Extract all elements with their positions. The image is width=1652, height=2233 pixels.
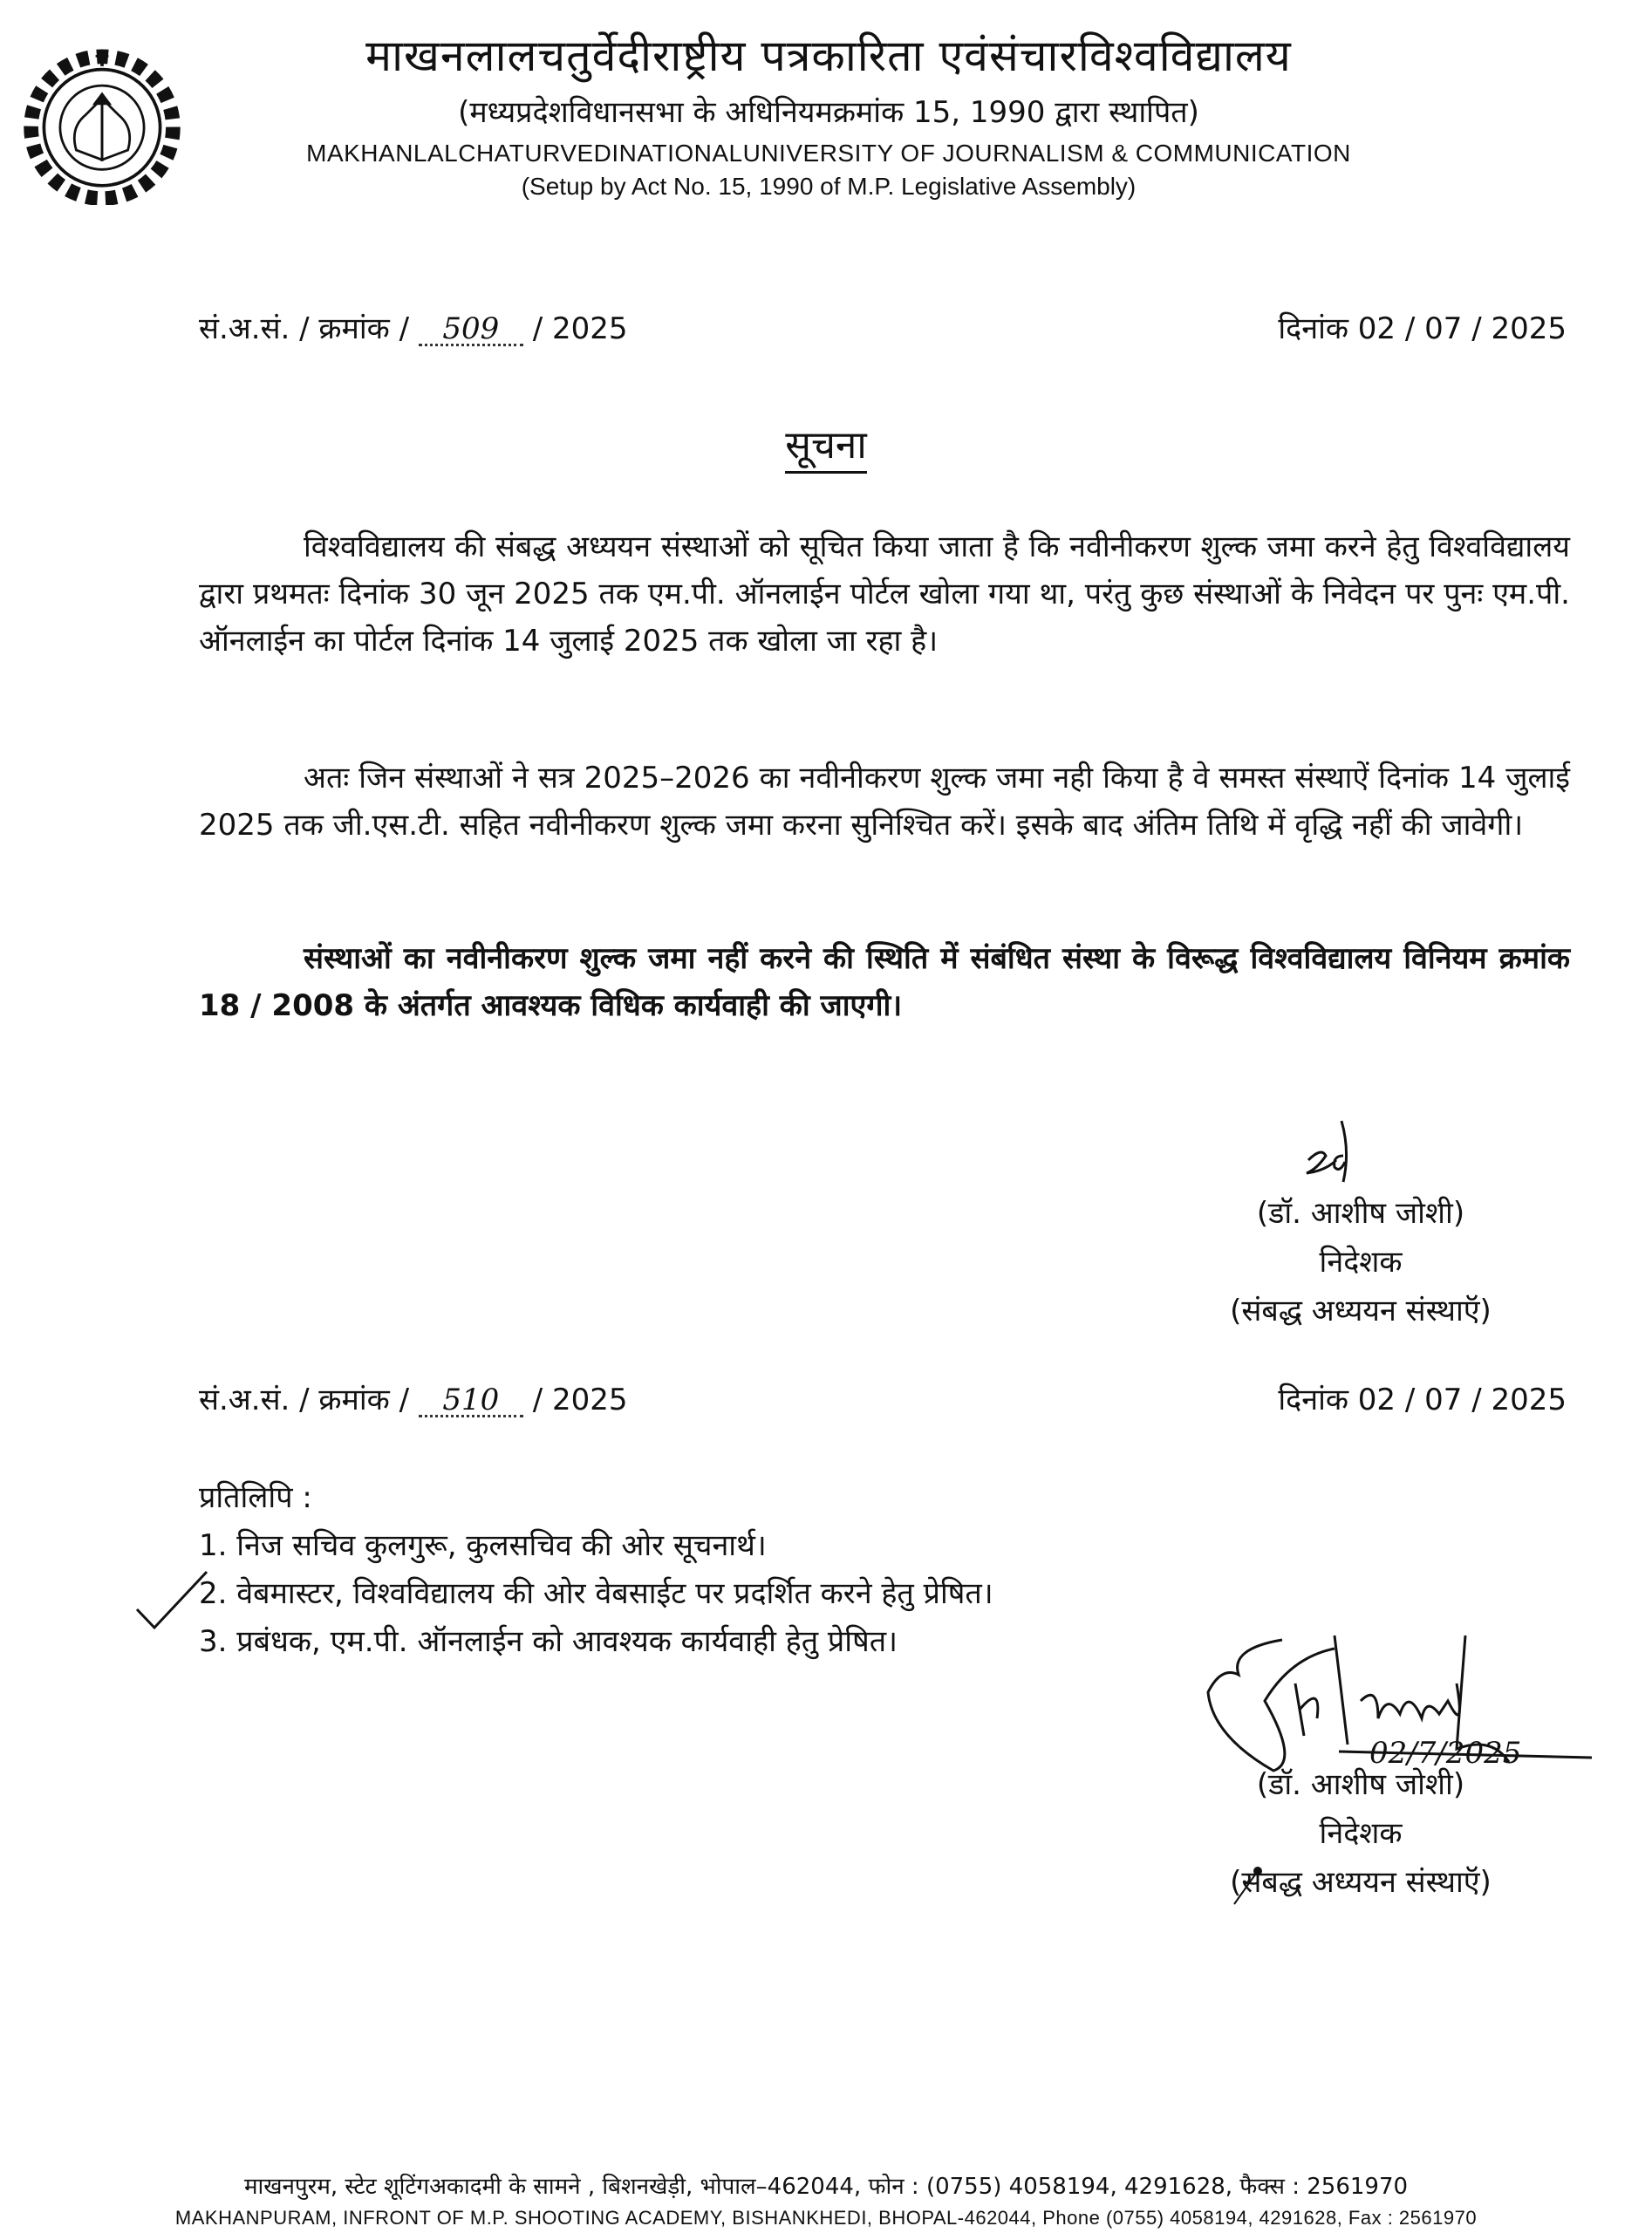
footer-address-hindi: माखनपुरम, स्टेट शूटिंगअकादमी के सामने , बिशनखेड़ी, भोपाल–462044, फोन : (0755) 4058194, 4291628, फैक्स : 2561970 [243,2174,1409,2200]
signatory-department: (संबद्ध अध्ययन संस्थाऍ) [1230,1865,1492,1900]
signatory-name: (डॉ. आशीष जोशी) [1256,1767,1465,1802]
notice-title [0,417,1652,469]
copy-heading: प्रतिलिपि : [199,1480,312,1515]
signatory-department: (संबद्ध अध्ययन संस्थाऍ) [1230,1294,1492,1328]
ref-year: / 2025 [532,1383,628,1417]
copy-item: 3. प्रबंधक, एम.पी. ऑनलाईन को आवश्यक कार्यवाही हेतु प्रेषित। [199,1624,898,1659]
copy-date: दिनांक 02 / 07 / 2025 [1278,1383,1567,1417]
ref-year: / 2025 [532,311,628,346]
notice-title-text: सूचना [785,423,867,474]
signature-block-1 [1160,1121,1561,1335]
footer-address-english: MAKHANPURAM, INFRONT OF M.P. SHOOTING ACADEMY, BISHANKHEDI, BHOPAL-462044, Phone (0755) 4058194, 4291628, Fax : 2561970 [174,2207,1478,2229]
notice-reference [199,307,627,347]
copy-reference [199,1378,627,1418]
notice-paragraph-3-bold: संस्थाओं का नवीनीकरण शुल्क जमा नहीं करने की स्थिति में संबंधित संस्था के विरूद्ध विश्वविद्यालय विनियम क्रमांक 18 / 2008 के अंतर्गत आवश्यक विधिक कार्यवाही की जाएगी। [199,941,1570,1023]
copy-item: 2. वेबमास्टर, विश्वविद्यालय की ओर वेबसाईट पर प्रदर्शित करने हेतु प्रेषित। [199,1576,993,1611]
signatory-designation: निदेशक [1319,1816,1403,1851]
notice-paragraph-2: अतः जिन संस्थाओं ने सत्र 2025–2026 का नवीनीकरण शुल्क जमा नही किया है वे समस्त संस्थाऐं दिनांक 14 जुलाई 2025 तक जी.एस.टी. सहित नवीनीकरण शुल्क जमा करना सुनिश्चित करें। इसके बाद अंतिम तिथि में वृद्धि नहीं की जावेगी। [199,761,1570,843]
notice-paragraph-1: विश्वविद्यालय की संबद्ध अध्ययन संस्थाओं को सूचित किया जाता है कि नवीनीकरण शुल्क जमा करने हेतु विश्वविद्यालय द्वारा प्रथमतः दिनांक 30 जून 2025 तक एम.पी. ऑनलाईन पोर्टल खोला गया था, परंतु कुछ संस्थाओं के निवेदन पर पुनः एम.पी. ऑनलाईन का पोर्टल दिनांक 14 जुलाई 2025 तक खोला जा रहा है। [199,529,1570,659]
signatory-name: (डॉ. आशीष जोशी) [1256,1196,1465,1231]
signatory-designation: निदेशक [1319,1245,1403,1280]
establishment-note-english: (Setup by Act No. 15, 1990 of M.P. Legislative Assembly) [521,173,1137,200]
checkmark-icon [135,1570,209,1631]
ref-prefix: सं.अ.सं. / क्रमांक / [199,1383,410,1417]
university-name-hindi: माखनलालचतुर्वेदीराष्ट्रीय पत्रकारिता एवंसंचारविश्वविद्यालय [365,31,1292,81]
notice-date: दिनांक 02 / 07 / 2025 [1278,311,1567,346]
copy-distribution-list [199,1474,993,1666]
ref-number-handwritten: 510 [419,1385,523,1417]
ref-number-handwritten: 509 [419,314,523,346]
establishment-note-hindi: (मध्यप्रदेशविधानसभा के अधिनियमक्रमांक 15, 1990 द्वारा स्थापित) [458,95,1199,130]
handwritten-date: 02/7/2025 [1369,1736,1522,1771]
copy-item: 1. निज सचिव कुलगुरू, कुलसचिव की ओर सूचनार्थ। [199,1528,767,1563]
ref-prefix: सं.अ.सं. / क्रमांक / [199,311,410,346]
signature-block-2 [1160,1692,1561,1907]
university-name-english: MAKHANLALCHATURVEDINATIONALUNIVERSITY OF JOURNALISM & COMMUNICATION [306,140,1351,167]
